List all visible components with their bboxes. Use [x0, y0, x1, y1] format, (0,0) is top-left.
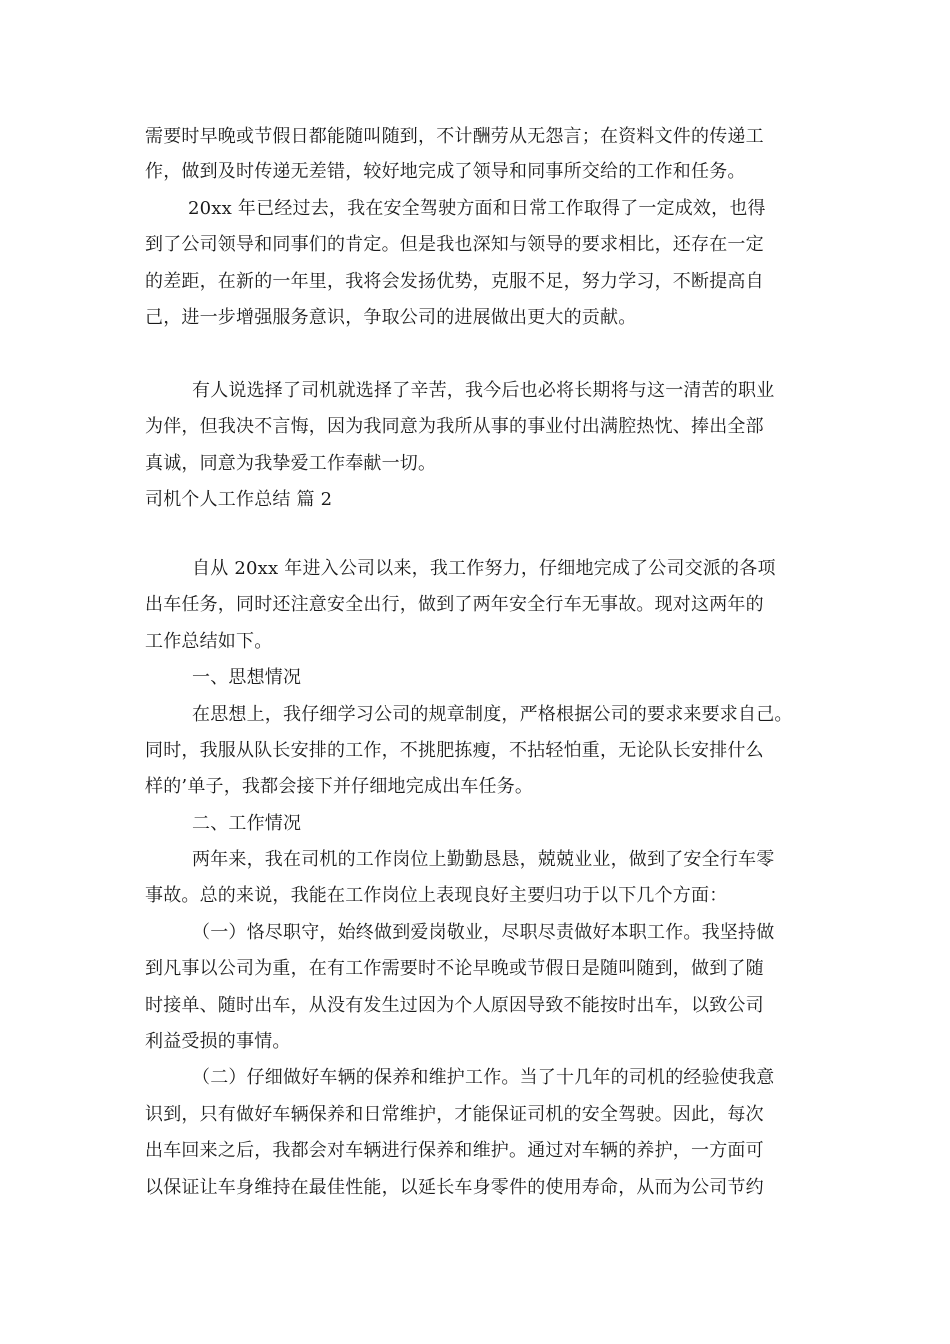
subsection-title: 二、工作情况	[192, 813, 302, 834]
text-line: 时接单、随时出车，从没有发生过因为个人原因导致不能按时出车，以致公司	[145, 995, 764, 1016]
subsection-title: 一、思想情况	[192, 667, 302, 688]
text-line: 为伴，但我决不言悔，因为我同意为我所从事的事业付出满腔热忱、捧出全部	[145, 416, 764, 437]
text-line: 利益受损的事情。	[145, 1031, 291, 1052]
text-line: 识到，只有做好车辆保养和日常维护，才能保证司机的安全驾驶。因此，每次	[145, 1104, 764, 1125]
text-line: 己，进一步增强服务意识，争取公司的进展做出更大的贡献。	[145, 307, 637, 328]
text-line: 20xx 年已经过去，我在安全驾驶方面和日常工作取得了一定成效，也得	[188, 198, 766, 219]
text-line: 真诚，同意为我挚爱工作奉献一切。	[145, 453, 437, 474]
text-line: 同时，我服从队长安排的工作，不挑肥拣瘦，不拈轻怕重，无论队长安排什么	[145, 740, 764, 761]
text-line: 以保证让车身维持在最佳性能，以延长车身零件的使用寿命，从而为公司节约	[145, 1177, 764, 1198]
text-line: 需要时早晚或节假日都能随叫随到，不计酬劳从无怨言；在资料文件的传递工	[145, 126, 764, 147]
text-line: 到了公司领导和同事们的肯定。但是我也深知与领导的要求相比，还存在一定	[145, 234, 764, 255]
text-line: 样的’单子，我都会接下并仔细地完成出车任务。	[145, 776, 534, 797]
text-line: 出车回来之后，我都会对车辆进行保养和维护。通过对车辆的养护，一方面可	[145, 1140, 764, 1161]
section-heading: 司机个人工作总结 篇 2	[145, 489, 333, 510]
text-line: 在思想上，我仔细学习公司的规章制度，严格根据公司的要求来要求自己。	[192, 704, 793, 725]
text-line: 作，做到及时传递无差错，较好地完成了领导和同事所交给的工作和任务。	[145, 161, 746, 182]
text-line: 有人说选择了司机就选择了辛苦，我今后也必将长期将与这一清苦的职业	[192, 380, 775, 401]
text-line: 两年来，我在司机的工作岗位上勤勤恳恳，兢兢业业，做到了安全行车零	[192, 849, 775, 870]
text-line: 的差距，在新的一年里，我将会发扬优势，克服不足，努力学习，不断提高自	[145, 271, 764, 292]
text-line: 自从 20xx 年进入公司以来，我工作努力，仔细地完成了公司交派的各项	[192, 558, 776, 579]
text-line: 出车任务，同时还注意安全出行，做到了两年安全行车无事故。现对这两年的	[145, 594, 764, 615]
text-line: 到凡事以公司为重，在有工作需要时不论早晚或节假日是随叫随到，做到了随	[145, 958, 764, 979]
text-line: 事故。总的来说，我能在工作岗位上表现良好主要归功于以下几个方面：	[145, 885, 728, 906]
text-line: 工作总结如下。	[145, 631, 273, 652]
text-line: （二）仔细做好车辆的保养和维护工作。当了十几年的司机的经验使我意	[192, 1067, 775, 1088]
text-line: （一）恪尽职守，始终做到爱岗敬业，尽职尽责做好本职工作。我坚持做	[192, 922, 775, 943]
